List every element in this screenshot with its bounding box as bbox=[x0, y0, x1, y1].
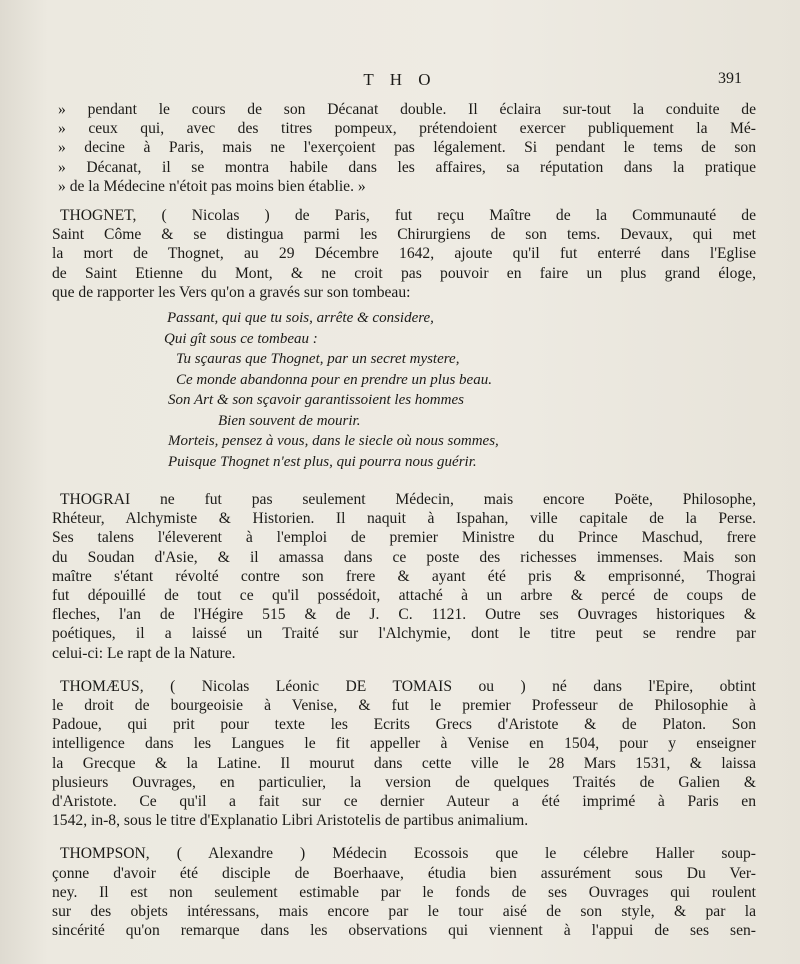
entry-line: fleches, l'an de l'Hégire 515 & de J. C. 1121. Outre ses Ouvrages historiques & bbox=[52, 606, 756, 624]
entry-line: THOGNET, ( Nicolas ) de Paris, fut reçu Maître de la Communauté de bbox=[60, 207, 756, 225]
entry-line: que de rapporter les Vers qu'on a gravés sur son tombeau: bbox=[52, 283, 411, 301]
page-body bbox=[52, 100, 756, 941]
quote-line: » pendant le cours de son Décanat double. Il éclaira sur-tout la conduite de bbox=[58, 101, 756, 118]
quote-line: » Décanat, il se montra habile dans les affaires, sa réputation dans la pratique bbox=[58, 158, 756, 176]
epitaph-verse bbox=[52, 308, 756, 472]
entry-line: sur des objets intéressans, mais encore par le tour aisé de son style, & par la bbox=[52, 903, 756, 921]
entry-thompson bbox=[52, 844, 756, 940]
quote-block bbox=[52, 100, 756, 196]
verse-line: Puisque Thognet n'est plus, qui pourra nous guérir. bbox=[168, 453, 477, 470]
entry-line: Padoue, qui prit pour texte les Ecrits Grecs d'Aristote & de Platon. Son bbox=[52, 716, 756, 734]
entry-line: THOGRAI ne fut pas seulement Médecin, mais encore Poëte, Philosophe, bbox=[60, 491, 756, 509]
entry-line: Ses talens l'éleverent à l'emploi de premier Ministre du Prince Maschud, frere bbox=[52, 529, 756, 547]
verse-line: Morteis, pensez à vous, dans le siecle où nous sommes, bbox=[168, 433, 499, 450]
entry-line: la Grecque & la Latine. Il mourut dans cette ville le 28 Mars 1531, & laissa bbox=[52, 754, 756, 772]
entry-line: ney. Il est non seulement estimable par le fonds de ses Ouvrages qui roulent bbox=[52, 883, 756, 901]
entry-line: Saint Côme & se distingua parmi les Chirurgiens de son tems. Devaux, qui met bbox=[52, 226, 756, 244]
entry-line: la mort de Thognet, au 29 Décembre 1642, ajoute qu'il fut enterré dans l'Eglise bbox=[52, 245, 756, 263]
entry-line: celui-ci: Le rapt de la Nature. bbox=[52, 644, 236, 662]
running-title: T H O bbox=[363, 70, 437, 89]
entry-line: sincérité qu'on remarque dans les observations qui viennent à l'appui de ses sen- bbox=[52, 922, 756, 940]
entry-line: de Saint Etienne du Mont, & ne croit pas pouvoir en faire un plus grand éloge, bbox=[52, 264, 756, 282]
verse-line: Passant, qui que tu sois, arrête & considere, bbox=[167, 310, 434, 327]
entry-line: maître s'étant révolté contre son frere & ayant été pris & emprisonné, Thograi bbox=[52, 567, 756, 585]
verse-line: Tu sçauras que Thognet, par un secret mystere, bbox=[176, 351, 460, 368]
entry-thognet bbox=[52, 206, 756, 472]
verse-line: Son Art & son sçavoir garantissoient les hommes bbox=[168, 392, 464, 409]
entry-thograi bbox=[52, 490, 756, 663]
entry-line: plusieurs Ouvrages, en particulier, la version de quelques Traités de Galien & bbox=[52, 773, 756, 791]
verse-line: Bien souvent de mourir. bbox=[218, 412, 361, 429]
entry-line: du Soudan d'Asie, & il amassa dans ce poste des richesses immenses. Mais son bbox=[52, 548, 756, 566]
running-head bbox=[0, 70, 800, 94]
entry-line: poétiques, il a laissé un Traité sur l'Alchymie, dont le titre peut se rendre par bbox=[52, 625, 756, 643]
verse-line: Qui gît sous ce tombeau : bbox=[164, 330, 318, 347]
quote-line: » ceux qui, avec des titres pompeux, prétendoient exercer publiquement la Mé- bbox=[58, 120, 756, 138]
verse-line: Ce monde abandonna pour en prendre un plus beau. bbox=[176, 371, 492, 388]
entry-line: THOMÆUS, ( Nicolas Léonic DE TOMAIS ou ) né dans l'Epire, obtint bbox=[60, 677, 756, 695]
quote-line: » de la Médecine n'étoit pas moins bien établie. » bbox=[58, 177, 366, 195]
entry-thomaeus bbox=[52, 677, 756, 831]
entry-line: Rhéteur, Alchymiste & Historien. Il naquit à Ispahan, ville capitale de la Perse. bbox=[52, 510, 756, 528]
entry-line: 1542, in-8, sous le titre d'Explanatio Libri Aristotelis de partibus animalium. bbox=[52, 812, 529, 830]
entry-line: çonne d'avoir été disciple de Boerhaave, étudia bien assurément sous Du Ver- bbox=[52, 864, 756, 882]
entry-line: THOMPSON, ( Alexandre ) Médecin Ecossois que le célebre Haller soup- bbox=[60, 845, 756, 863]
entry-line: d'Aristote. Ce qu'il a fait sur ce dernier Auteur a été imprimé à Paris en bbox=[52, 793, 756, 811]
quote-line: » decine à Paris, mais ne l'exerçoient pas légalement. Si pendant le tems de son bbox=[58, 139, 756, 157]
entry-line: intelligence dans les Langues le fit appeller à Venise en 1504, pour y enseigner bbox=[52, 735, 756, 753]
page-number: 391 bbox=[718, 70, 742, 87]
entry-line: fut dépouillé de tout ce qu'il possédoit, attaché à un arbre & percé de coups de bbox=[52, 587, 756, 605]
entry-line: le droit de bourgeoisie à Venise, & fut le premier Professeur de Philosophie à bbox=[52, 697, 756, 715]
